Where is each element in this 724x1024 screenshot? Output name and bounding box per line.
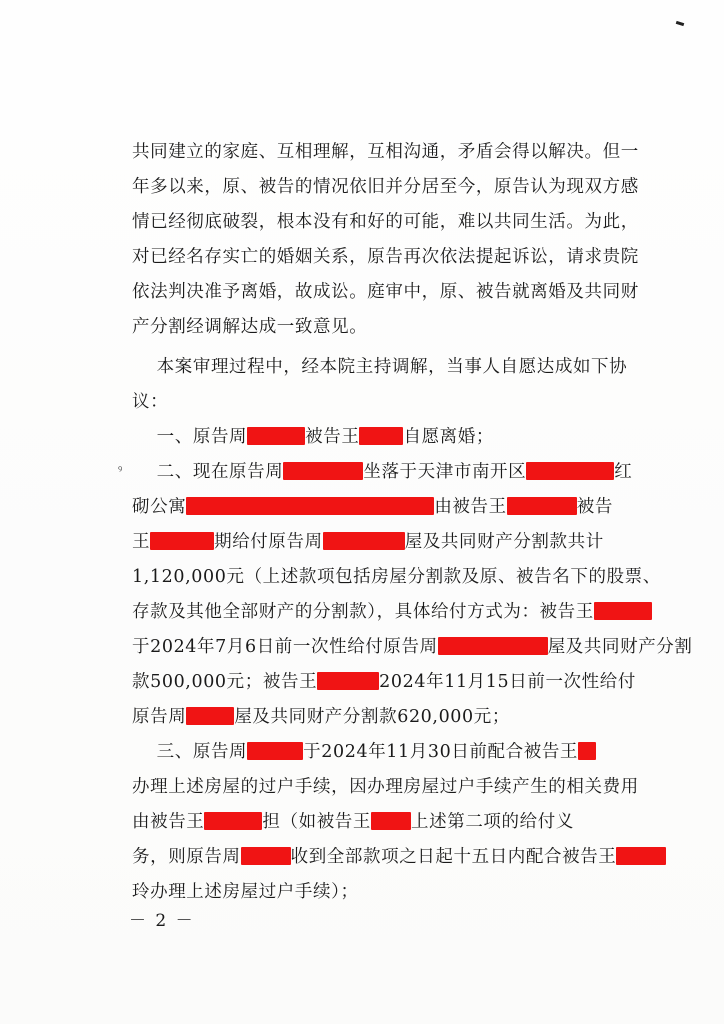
line-text: 屋及共同财产分割款共计 — [404, 532, 604, 552]
text-line — [132, 672, 636, 692]
redaction-block — [578, 742, 596, 760]
redaction-block — [359, 427, 403, 445]
redaction-block — [247, 427, 305, 445]
text-line — [132, 742, 596, 762]
text-line — [132, 707, 510, 727]
text-line — [132, 247, 639, 267]
margin-scribble: ꝰ — [118, 463, 123, 476]
line-text: 红 — [614, 462, 633, 482]
line-text: 对已经名存实亡的婚姻关系，原告再次依法提起诉讼，请求贵院 — [132, 247, 639, 267]
redaction-block — [616, 847, 666, 865]
line-text: 议： — [132, 392, 169, 412]
line-text: 屋及共同财产分割款620,000元； — [234, 707, 510, 727]
line-text: 自愿离婚； — [403, 427, 494, 447]
line-text: 于2024年7月6日前一次性给付原告周 — [132, 637, 438, 657]
text-line — [132, 567, 661, 587]
line-text: 砌公寓 — [132, 497, 187, 517]
line-text: 年多以来，原、被告的情况依旧并分居至今，原告认为现双方感 — [132, 177, 639, 197]
redaction-block — [241, 847, 291, 865]
text-line — [132, 497, 613, 517]
line-text: 被告王 — [305, 427, 360, 447]
text-line — [132, 392, 168, 412]
page-number: － 2 － — [129, 911, 195, 931]
redaction-block — [526, 462, 614, 480]
line-text: 上述第二项的给付义 — [411, 812, 574, 832]
line-text: 共同建立的家庭、互相理解，互相沟通，矛盾会得以解决。但一 — [132, 142, 639, 162]
redaction-block — [150, 532, 214, 550]
redaction-block — [186, 497, 434, 515]
line-text: 存款及其他全部财产的分割款），具体给付方式为：被告王 — [132, 602, 594, 622]
text-line — [132, 177, 639, 197]
line-text: 担（如被告王 — [262, 812, 372, 832]
text-line — [132, 462, 632, 482]
line-text: 办理上述房屋的过户手续，因办理房屋过户手续产生的相关费用 — [132, 777, 639, 797]
line-text: 由被告王 — [132, 812, 205, 832]
line-text: 王 — [132, 532, 151, 552]
text-line — [132, 212, 639, 232]
line-text: 情已经彻底破裂，根本没有和好的可能，难以共同生活。为此， — [132, 212, 639, 232]
line-text: 1,120,000元（上述款项包括房屋分割款及原、被告名下的股票、 — [132, 567, 661, 587]
redaction-block — [594, 602, 652, 620]
text-line — [132, 427, 494, 447]
line-text: 产分割经调解达成一致意见。 — [132, 317, 368, 337]
text-line — [132, 882, 359, 902]
line-text: 由被告王 — [434, 497, 507, 517]
text-line — [132, 357, 627, 377]
line-text: 依法判决准予离婚，故成讼。庭审中，原、被告就离婚及共同财 — [132, 282, 639, 302]
line-text: 收到全部款项之日起十五日内配合被告王 — [290, 847, 617, 867]
text-line — [132, 812, 574, 832]
redaction-block — [247, 742, 303, 760]
text-line — [132, 777, 639, 797]
text-line — [132, 637, 693, 657]
line-text: 玲办理上述房屋过户手续）； — [132, 882, 359, 902]
scan-corner-mark — [676, 21, 685, 26]
redaction-block — [317, 672, 379, 690]
redaction-block — [371, 812, 411, 830]
text-line — [132, 142, 639, 162]
redaction-block — [204, 812, 262, 830]
line-text: 期给付原告周 — [214, 532, 323, 552]
line-text: 款500,000元；被告王 — [132, 672, 318, 692]
text-line — [132, 282, 639, 302]
text-line — [132, 847, 666, 867]
text-line — [132, 602, 652, 622]
line-text: 本案审理过程中，经本院主持调解，当事人自愿达成如下协 — [132, 357, 628, 377]
line-text: 务，则原告周 — [132, 847, 241, 867]
redaction-block — [283, 462, 363, 480]
text-line — [132, 317, 367, 337]
line-text: 屋及共同财产分割 — [547, 637, 693, 657]
line-text: 2024年11月15日前一次性给付 — [379, 672, 636, 692]
line-text: 一、原告周 — [132, 427, 248, 447]
redaction-block — [323, 532, 405, 550]
redaction-block — [507, 497, 577, 515]
line-text: 坐落于天津市南开区 — [363, 462, 527, 482]
line-text: 三、原告周 — [132, 742, 248, 762]
redaction-block — [438, 637, 548, 655]
line-text: 被告 — [576, 497, 613, 517]
line-text: 原告周 — [132, 707, 187, 727]
line-text: 于2024年11月30日前配合被告王 — [303, 742, 579, 762]
redaction-block — [186, 707, 234, 725]
line-text: 二、现在原告周 — [132, 462, 284, 482]
text-line — [132, 532, 604, 552]
